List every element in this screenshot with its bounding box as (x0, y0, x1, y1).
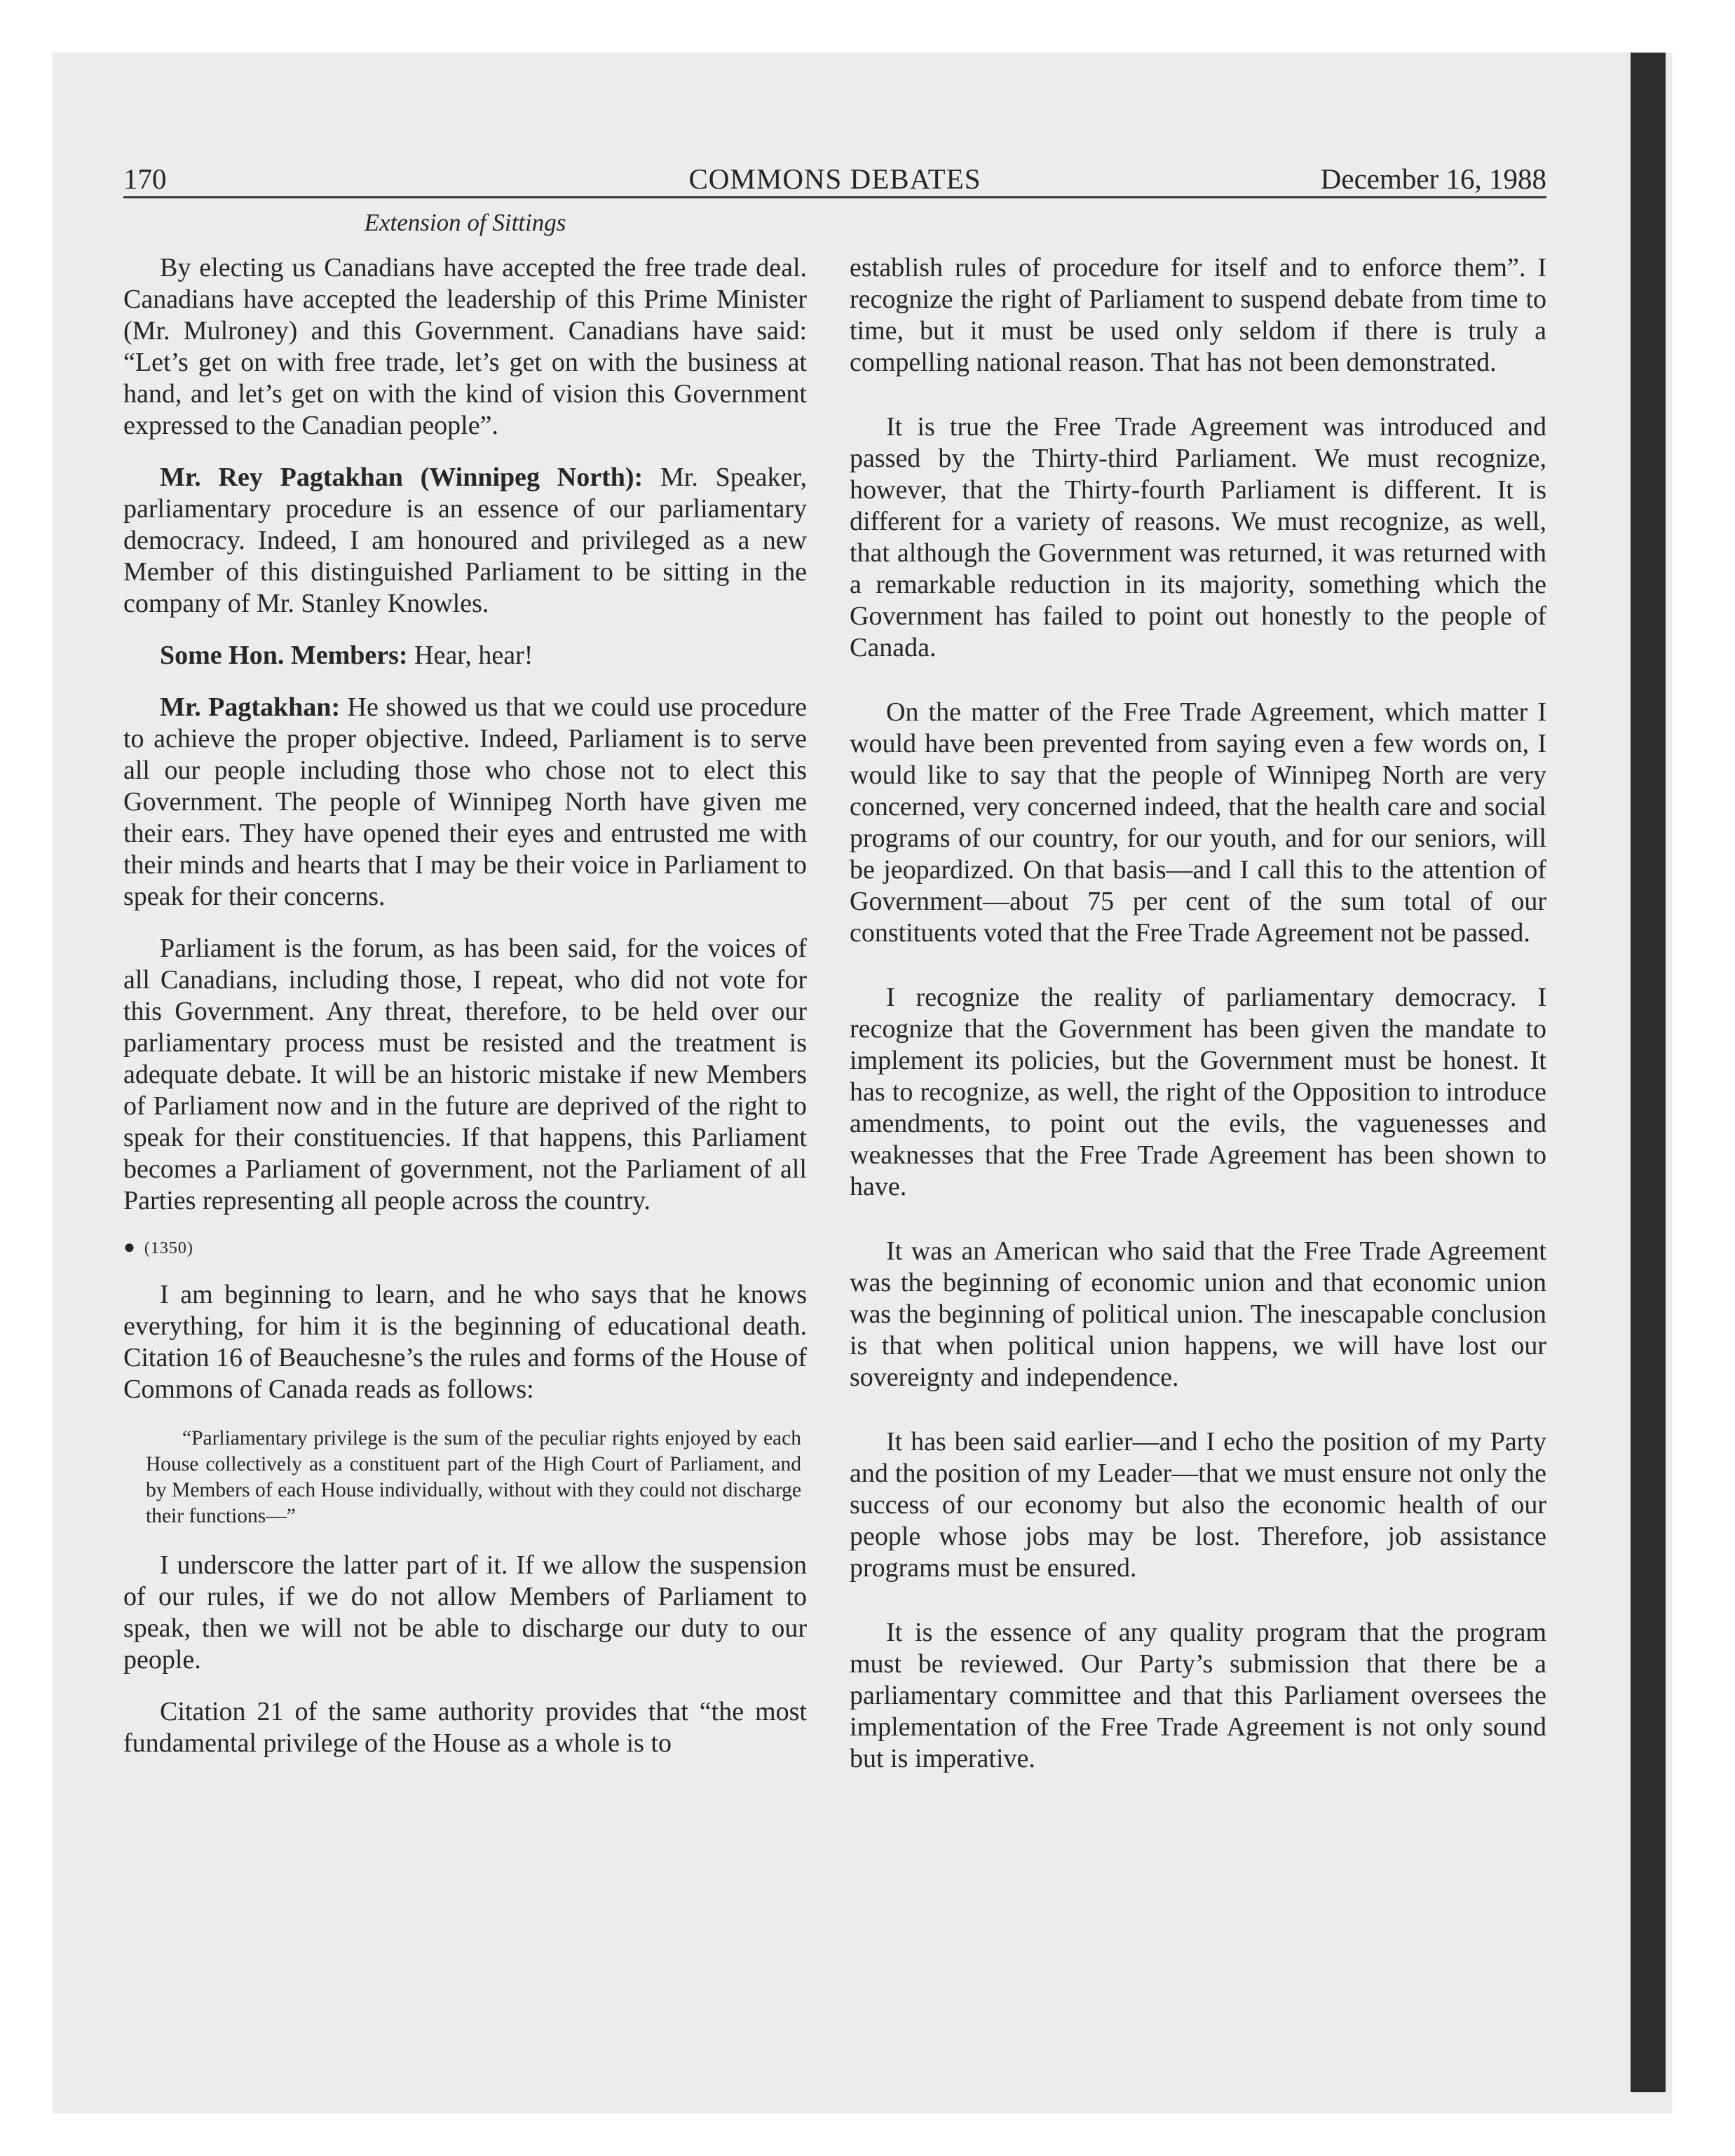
paragraph: By electing us Canadians have accepted the free trade deal. Canadians have accepted the leadership of this Prime Minister (Mr. Mulroney) and this Government. Canadians have said: “Let’s get on with free trade, let’s get on with the business at hand, and let’s get on with the kind of vision this Government expressed to the Canadian people”. (123, 253, 807, 440)
paragraph: It is the essence of any quality program that the program must be reviewed. Our Party’s submission that there be a parliamentary committee and that this Parliament oversees the implementation of the Free Trade Agreement is not only sound but is imperative. (850, 1618, 1546, 1773)
paragraph: It has been said earlier—and I echo the position of my Party and the position of my Leader—that we must ensure not only the success of our economy but also the economic health of our people whose jobs may be lost. Therefore, job assistance programs must be ensured. (850, 1427, 1546, 1583)
paragraph: Parliament is the forum, as has been said, for the voices of all Canadians, including those, I repeat, who did not vote for this Government. Any threat, therefore, to be held over our parliamentary process must be resisted and the treatment is adequate debate. It will be an historic mistake if new Members of Parliament now and in the future are deprived of the right to speak for their constituencies. If that happens, this Parliament becomes a Parliament of government, not the Parliament of all Parties representing all people across the country. (123, 934, 807, 1215)
speech-paragraph (123, 640, 807, 671)
section-subheading: Extension of Sittings (364, 209, 566, 236)
paragraph: I am beginning to learn, and he who says that he knows everything, for him it is the beginning of educational death. Citation 16 of Beauchesne’s the rules and forms of the House of Commons of Canada reads as follows: (123, 1280, 807, 1404)
paragraph: It was an American who said that the Free Trade Agreement was the beginning of economic union and that economic union was the beginning of political union. The inescapable conclusion is that when political union happens, we will have lost our sovereignty and independence. (850, 1236, 1546, 1392)
speaker-name: Some Hon. Members: (160, 641, 408, 670)
bullet-icon: ● (123, 1236, 136, 1258)
right-column (850, 252, 1546, 1808)
paragraph: establish rules of procedure for itself and to enforce them”. I recognize the right of Parliament to suspend debate from time to time, but it must be used only seldom if there is truly a compelling national reason. That has not been demonstrated. (850, 253, 1546, 377)
binding-edge (1631, 53, 1666, 2092)
time-marker (123, 1237, 807, 1259)
speech-text: Mr. Speaker, parliamentary procedure is an essence of our parliamentary democracy. Indeed, I am honoured and privileged as a new Member of this distinguished Parliament to be sitting in the company of Mr. Stanley Knowles. (123, 463, 807, 618)
block-quote: “Parliamentary privilege is the sum of the peculiar rights enjoyed by each House collectively as a constituent part of the High Court of Parliament, and by Members of each House individually, without with they could not discharge their functions—” (146, 1427, 801, 1527)
paragraph: I recognize the reality of parliamentary democracy. I recognize that the Government has been given the mandate to implement its policies, but the Government must be honest. It has to recognize, as well, the right of the Opposition to introduce amendments, to point out the evils, the vaguenesses and weaknesses that the Free Trade Agreement has been shown to have. (850, 983, 1546, 1201)
header-rule (123, 196, 1546, 198)
speech-text: He showed us that we could use procedure to achieve the proper objective. Indeed, Parliament is to serve all our people including those who chose not to elect this Government. The people of Winnipeg North have given me their ears. They have opened their eyes and entrusted me with their minds and hearts that I may be their voice in Parliament to speak for their concerns. (123, 692, 808, 911)
time-marker-text: (1350) (144, 1239, 193, 1257)
publication-title: COMMONS DEBATES (688, 163, 981, 195)
speech-text: Hear, hear! (407, 641, 533, 670)
paragraph: On the matter of the Free Trade Agreement, which matter I would have been prevented from saying even a few words on, I would like to say that the people of Winnipeg North are very concerned, very concerned indeed, that the health care and social programs of our country, for our youth, and for our seniors, will be jeopardized. On that basis—and I call this to the attention of Government—about 75 per cent of the sum total of our constituents voted that the Free Trade Agreement not be passed. (850, 697, 1546, 948)
speaker-name: Mr. Pagtakhan: (160, 692, 341, 722)
page-number: 170 (123, 163, 167, 195)
paragraph: It is true the Free Trade Agreement was introduced and passed by the Thirty-third Parliament. We must recognize, however, that the Thirty-fourth Parliament is different. It is different for a variety of reasons. We must recognize, as well, that although the Government was returned, it was returned with a remarkable reduction in its majority, something which the Government has failed to point out honestly to the people of Canada. (850, 412, 1546, 662)
paragraph: Citation 21 of the same authority provides that “the most fundamental privilege of the House as a whole is to (123, 1697, 807, 1758)
speech-paragraph (123, 462, 807, 620)
page-header (123, 161, 1546, 196)
left-column (123, 252, 807, 1780)
publication-date: December 16, 1988 (1320, 163, 1546, 195)
speaker-name: Mr. Rey Pagtakhan (Winnipeg North): (160, 463, 644, 492)
paragraph: I underscore the latter part of it. If we allow the suspension of our rules, if we do not allow Members of Parliament to speak, then we will not be able to discharge our duty to our people. (123, 1550, 807, 1674)
speech-paragraph (123, 692, 807, 913)
